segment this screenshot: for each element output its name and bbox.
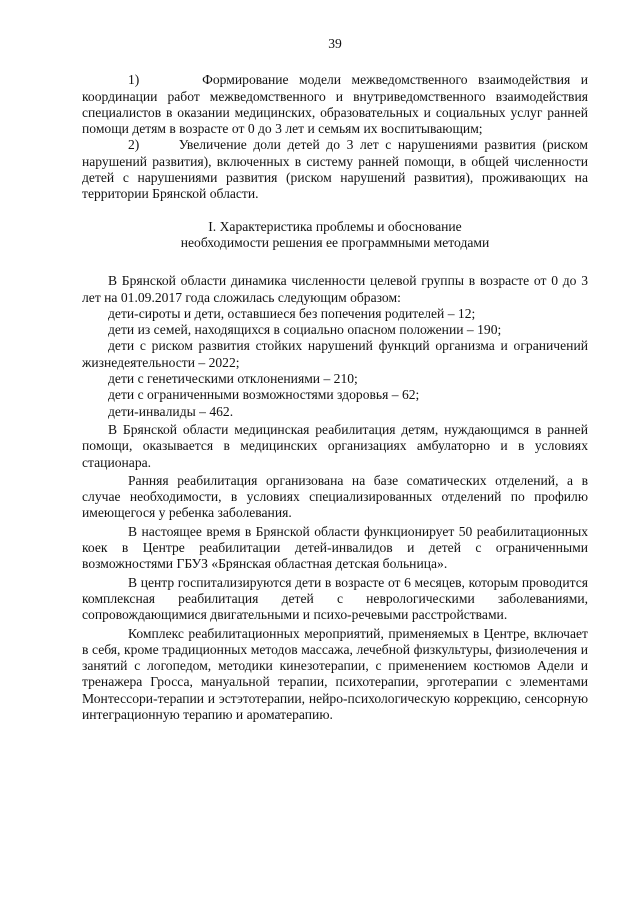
- paragraph-hospitalization: В центр госпитализируются дети в возрасте от 6 месяцев, которым проводится комплексная реабилитация детей с неврологическими заболеваниями, сопровождающимися двигательными и психо-речевыми расстройствами.: [82, 574, 588, 623]
- stat-genetic: дети с генетическими отклонениями – 210;: [108, 371, 358, 387]
- stat-disabled: дети-инвалиды – 462.: [108, 403, 234, 419]
- paragraph-beds: В настоящее время в Брянской области функционирует 50 реабилитационных коек в Центре реабилитации детей-инвалидов и детей с ограниченными возможностями ГБУЗ «Брянская областная детская больница».: [82, 523, 588, 572]
- page-number: 39: [328, 36, 342, 51]
- stat-limited-health: дети с ограниченными возможностями здоровья – 62;: [108, 387, 420, 403]
- list-item-2-number: 2): [128, 137, 140, 153]
- list-item-2-text: Увеличение доли детей до 3 лет с нарушениями развития (риском нарушений развития), включенных в систему ранней помощи, в общей численности детей с нарушениями развития (риском нарушений развития), проживающих на территории Брянской области.: [82, 137, 589, 202]
- list-item-2: [82, 137, 588, 202]
- section-heading-line-1: I. Характеристика проблемы и обоснование: [208, 218, 462, 234]
- list-item-1: [82, 72, 588, 137]
- stat-orphans: дети-сироты и дети, оставшиеся без попечения родителей – 12;: [108, 305, 476, 321]
- paragraph-early-rehab: Ранняя реабилитация организована на базе соматических отделений, а в случае необходимости, в условиях специализированных отделений по профилю имеющегося у ребенка заболевания.: [82, 472, 588, 521]
- paragraph-intro: В Брянской области динамика численности целевой группы в возрасте от 0 до 3 лет на 01.09.2017 года сложилась следующим образом:: [82, 273, 588, 305]
- list-item-1-number: 1): [128, 72, 140, 88]
- list-item-1-text: Формирование модели межведомственного взаимодействия и координации работ межведомственного и внутриведомственного взаимодействия специалистов в оказании медицинских, образовательных и социальных услуг ранней помощи детям в возрасте от 0 до 3 лет и семьям их воспитывающим;: [82, 72, 589, 137]
- section-heading-line-2: необходимости решения ее программными методами: [180, 234, 490, 250]
- paragraph-complex: Комплекс реабилитационных мероприятий, применяемых в Центре, включает в себя, кроме традиционных методов массажа, лечебной физкультуры, физиолечения и занятий с логопедом, методики кинезотерапии, с применением костюмов Адели и тренажера Гросса, мануальной терапии, психотерапии, эрготерапии с элементами Монтессори-терапии и эстэтотерапии, нейро-психологическую коррекцию, сенсорную интеграционную терапию и ароматерапию.: [82, 625, 588, 722]
- stat-risk-development: дети с риском развития стойких нарушений функций организма и ограничений жизнедеятельности – 2022;: [82, 338, 588, 370]
- section-heading: [82, 219, 588, 252]
- paragraph-rehab: В Брянской области медицинская реабилитация детям, нуждающимся в ранней помощи, оказывается в медицинских организациях амбулаторно и в условиях стационара.: [82, 421, 588, 470]
- stat-dangerous-situation: дети из семей, находящихся в социально опасном положении – 190;: [108, 322, 502, 338]
